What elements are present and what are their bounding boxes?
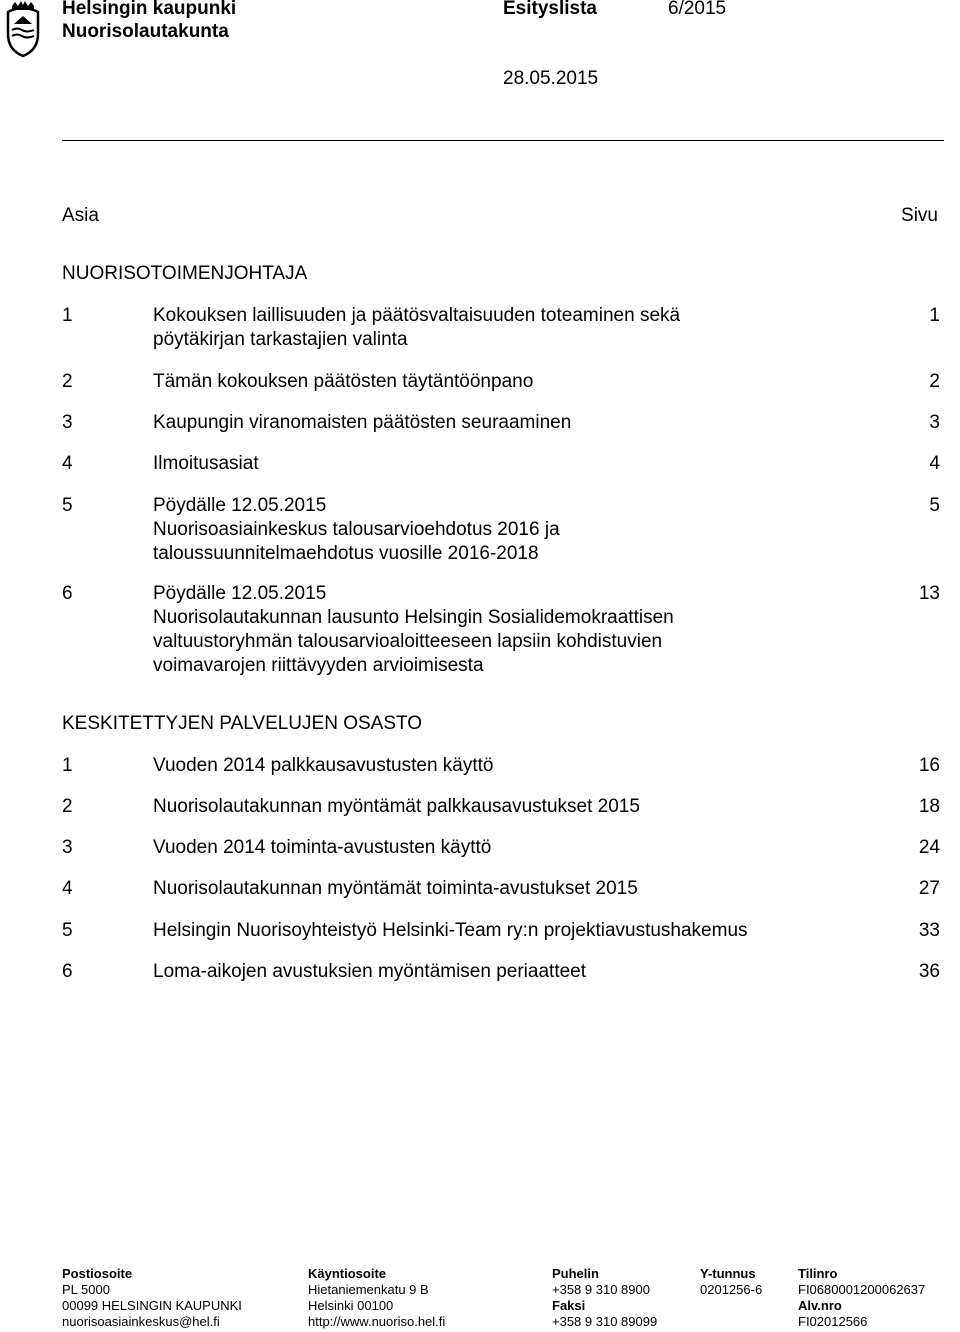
footer-account-label: Tilinro xyxy=(798,1266,838,1281)
footer-visiting-line: Helsinki 00100 xyxy=(308,1298,394,1313)
item-number: 1 xyxy=(62,755,73,776)
section-title: KESKITETTYJEN PALVELUJEN OSASTO xyxy=(62,713,423,734)
item-number: 2 xyxy=(62,796,73,817)
item-page: 1 xyxy=(929,305,940,326)
footer-business-id-value: 0201256-6 xyxy=(700,1282,763,1297)
item-title-line: Vuoden 2014 toiminta-avustusten käyttö xyxy=(153,837,492,858)
item-title xyxy=(153,795,873,819)
item-title-line: Nuorisolautakunnan lausunto Helsingin Sosialidemokraattisen xyxy=(153,607,674,628)
item-title-line: Nuorisolautakunnan myöntämät toiminta-avustukset 2015 xyxy=(153,878,638,899)
footer-business-id xyxy=(700,1266,762,1298)
footer-website-link[interactable]: http://www.nuoriso.hel.fi xyxy=(308,1314,446,1329)
footer-phone-label: Puhelin xyxy=(552,1266,599,1281)
item-title xyxy=(153,494,873,566)
item-title xyxy=(153,919,873,943)
footer-postal-line: PL 5000 xyxy=(62,1282,110,1297)
item-title-line: Kokouksen laillisuuden ja päätösvaltaisuuden toteaminen sekä xyxy=(153,305,681,326)
footer-postal-line: 00099 HELSINGIN KAUPUNKI xyxy=(62,1298,242,1313)
item-number: 3 xyxy=(62,837,73,858)
item-page: 16 xyxy=(918,755,940,776)
item-title-line: Helsingin Nuorisoyhteistyö Helsinki-Team ry:n projektiavustushakemus xyxy=(153,920,748,941)
item-number: 5 xyxy=(62,920,73,941)
item-page: 33 xyxy=(918,920,940,941)
item-title-line: valtuustoryhmän talousarvioaloitteeseen lapsiin kohdistuvien xyxy=(153,631,663,652)
helsinki-crest-logo xyxy=(0,0,46,58)
column-subject: Asia xyxy=(62,205,99,226)
item-number: 3 xyxy=(62,412,73,433)
item-title xyxy=(153,370,873,394)
item-title xyxy=(153,452,873,476)
footer-postal xyxy=(62,1266,242,1330)
item-title xyxy=(153,411,873,435)
header-doc-type: Esityslista xyxy=(503,0,597,19)
item-title xyxy=(153,836,873,860)
footer-account xyxy=(798,1266,925,1330)
footer-fax-label: Faksi xyxy=(552,1298,586,1313)
item-page: 24 xyxy=(918,837,940,858)
header-date: 28.05.2015 xyxy=(503,68,599,89)
item-title-line: Loma-aikojen avustuksien myöntämisen periaatteet xyxy=(153,961,587,982)
item-title-line: pöytäkirjan tarkastajien valinta xyxy=(153,329,408,350)
item-number: 6 xyxy=(62,583,73,604)
header-divider xyxy=(62,140,944,141)
item-title-line: Ilmoitusasiat xyxy=(153,453,259,474)
item-page: 36 xyxy=(918,961,940,982)
item-page: 5 xyxy=(929,495,940,516)
item-page: 18 xyxy=(918,796,940,817)
header-doc-number: 6/2015 xyxy=(668,0,727,19)
footer-phone-value: +358 9 310 8900 xyxy=(552,1282,650,1297)
footer-postal-label: Postiosoite xyxy=(62,1266,133,1281)
footer-email-link[interactable]: nuorisoasiainkeskus@hel.fi xyxy=(62,1314,220,1329)
footer-fax-value: +358 9 310 89099 xyxy=(552,1314,658,1329)
item-number: 6 xyxy=(62,961,73,982)
item-title xyxy=(153,754,873,778)
item-number: 5 xyxy=(62,495,73,516)
footer-visiting-label: Käyntiosoite xyxy=(308,1266,387,1281)
item-title-line: voimavarojen riittävyyden arvioimisesta xyxy=(153,655,484,676)
footer-account-value: FI0680001200062637 xyxy=(798,1282,926,1297)
item-number: 4 xyxy=(62,878,73,899)
footer-phone xyxy=(552,1266,657,1330)
footer-visiting xyxy=(308,1266,445,1330)
item-title-line: Tämän kokouksen päätösten täytäntöönpano xyxy=(153,371,534,392)
footer-vat-label: Alv.nro xyxy=(798,1298,842,1313)
item-number: 4 xyxy=(62,453,73,474)
footer-vat-value: FI02012566 xyxy=(798,1314,868,1329)
item-page: 13 xyxy=(918,583,940,604)
footer xyxy=(62,1266,942,1330)
footer-visiting-line: Hietaniemenkatu 9 B xyxy=(308,1282,429,1297)
item-title xyxy=(153,960,873,984)
item-page: 27 xyxy=(918,878,940,899)
item-title-line: Vuoden 2014 palkkausavustusten käyttö xyxy=(153,755,494,776)
item-title-line: Nuorisoasiainkeskus talousarvioehdotus 2016 ja xyxy=(153,519,560,540)
item-page: 3 xyxy=(929,412,940,433)
item-page: 2 xyxy=(929,371,940,392)
item-title xyxy=(153,877,873,901)
item-page: 4 xyxy=(929,453,940,474)
column-page: Sivu xyxy=(901,205,938,226)
item-title-line: Kaupungin viranomaisten päätösten seuraaminen xyxy=(153,412,572,433)
item-number: 2 xyxy=(62,371,73,392)
item-title-line: Pöydälle 12.05.2015 xyxy=(153,495,327,516)
item-number: 1 xyxy=(62,305,73,326)
header-board: Nuorisolautakunta xyxy=(62,21,229,42)
item-title-line: Nuorisolautakunnan myöntämät palkkausavustukset 2015 xyxy=(153,796,640,817)
item-title xyxy=(153,304,873,352)
item-title xyxy=(153,582,873,678)
item-title-line: Pöydälle 12.05.2015 xyxy=(153,583,327,604)
footer-business-id-label: Y-tunnus xyxy=(700,1266,756,1281)
item-title-line: taloussuunnitelmaehdotus vuosille 2016-2018 xyxy=(153,543,539,564)
header-city: Helsingin kaupunki xyxy=(62,0,237,19)
section-title: NUORISOTOIMENJOHTAJA xyxy=(62,263,308,284)
